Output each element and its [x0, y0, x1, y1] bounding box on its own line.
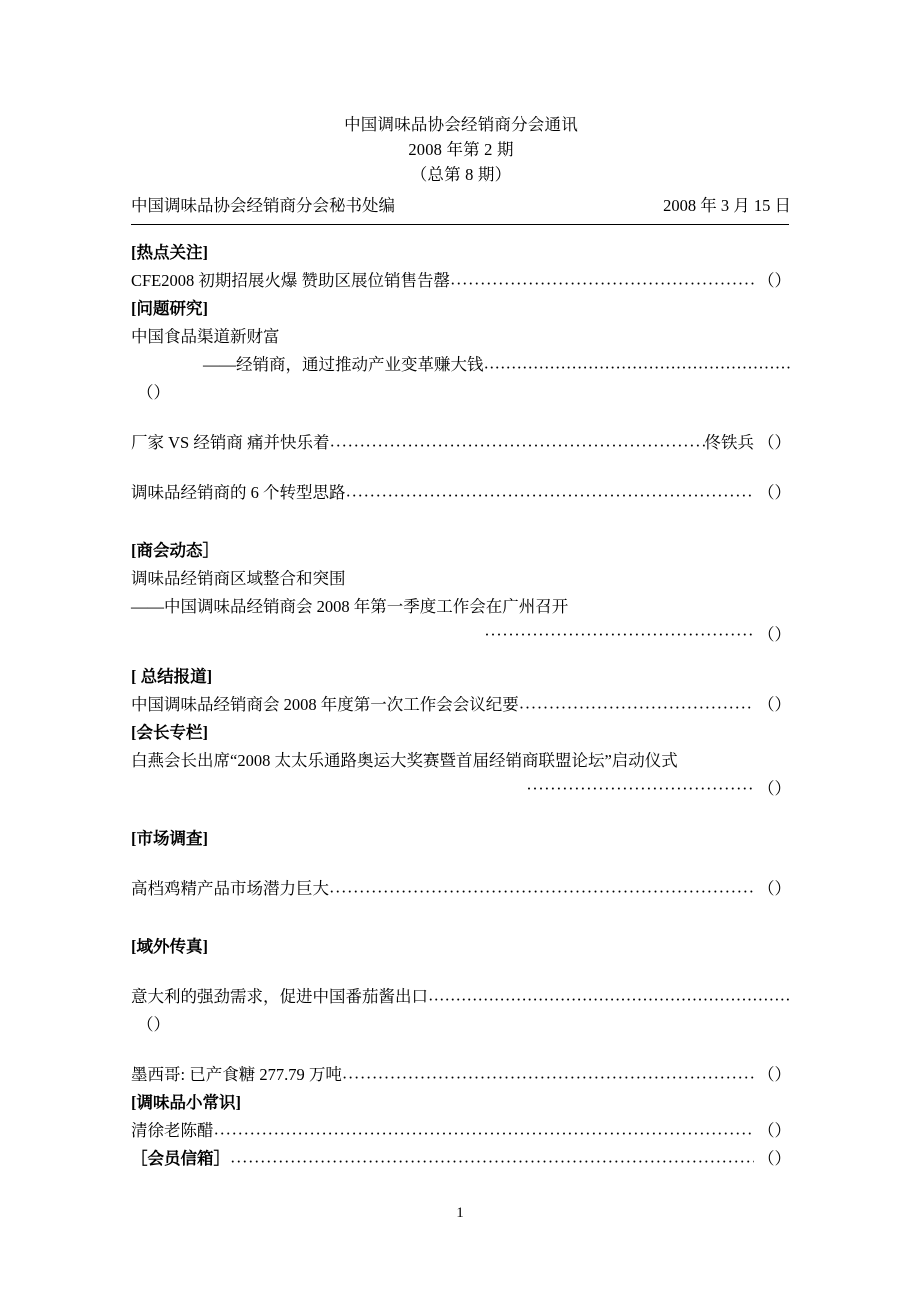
section-heading-chamber-news: [商会动态］ [131, 541, 219, 560]
toc-entry-page-marker: （） [758, 433, 791, 452]
toc-entry-author: 佟铁兵 [704, 433, 754, 452]
dot-leader [329, 432, 704, 449]
dot-leader [428, 986, 791, 1003]
masthead [131, 0, 791, 187]
publication-title: 中国调味品协会经销商分会通讯 [344, 115, 578, 134]
section-heading-overseas-fax: [域外传真] [131, 937, 208, 956]
spacer [131, 407, 791, 429]
toc-entry-page-marker: （） [758, 779, 791, 798]
spacer [131, 1039, 791, 1061]
table-of-contents [131, 239, 791, 1173]
dot-leader [230, 1148, 754, 1165]
toc-entry-title: 意大利的强劲需求，促进中国番茄酱出口 [131, 987, 428, 1006]
page-content [131, 0, 791, 1173]
dot-leader [346, 482, 755, 499]
dot-leader [214, 1120, 755, 1137]
issue-number: 2008 年第 2 期 [408, 140, 514, 159]
toc-entry-title: 高档鸡精产品市场潜力巨大 [131, 879, 329, 898]
toc-entry[interactable] [131, 351, 791, 379]
toc-entry-page-marker: （） [758, 879, 791, 898]
toc-entry-page-marker: （） [758, 1149, 791, 1168]
spacer [131, 803, 791, 825]
dot-leader [329, 878, 754, 895]
toc-entry-page-marker: （） [137, 1015, 170, 1034]
toc-entry[interactable] [131, 621, 791, 649]
dot-leader [450, 270, 754, 287]
section-heading-market-survey: [市场调查] [131, 829, 208, 848]
section-heading-condiment-tips: [调味品小常识] [131, 1093, 241, 1112]
section-heading-issue-research: [问题研究] [131, 299, 208, 318]
section-heading-hot-topics: [热点关注] [131, 243, 208, 262]
toc-entry-title: 调味品经销商的 6 个转型思路 [131, 483, 346, 502]
toc-entry-page-marker: （） [758, 1065, 791, 1084]
header-divider [131, 224, 789, 225]
spacer [131, 507, 791, 537]
publication-date: 2008 年 3 月 15 日 [663, 196, 791, 215]
toc-entry[interactable] [131, 479, 791, 507]
toc-entry[interactable] [131, 875, 791, 903]
toc-entry-page-marker: （） [758, 1121, 791, 1140]
toc-entry-title: 厂家 VS 经销商 痛并快乐着 [131, 433, 330, 452]
toc-entry[interactable] [131, 983, 791, 1011]
toc-entry[interactable] [131, 1117, 791, 1145]
toc-entry-page-marker: （） [758, 483, 791, 502]
section-heading-president-column: [会长专栏] [131, 723, 208, 742]
toc-entry-title: 中国调味品经销商会 2008 年度第一次工作会会议纪要 [131, 695, 519, 714]
toc-entry-title: 中国食品渠道新财富 [131, 327, 280, 346]
spacer [131, 457, 791, 479]
toc-entry-title: CFE2008 初期招展火爆 赞助区展位销售告罄 [131, 271, 451, 290]
spacer [131, 903, 791, 933]
serial-number: （总第 8 期） [410, 165, 512, 184]
toc-entry-title: 白燕会长出席“2008 太太乐通路奥运大奖赛暨首届经销商联盟论坛”启动仪式 [131, 751, 678, 770]
toc-entry-page-marker: （） [758, 625, 791, 644]
toc-entry-page-marker: （） [758, 271, 791, 290]
toc-entry-page-marker: （） [758, 695, 791, 714]
toc-entry-title: ——经销商，通过推动产业变革赚大钱 [203, 355, 484, 374]
toc-entry-page-marker: （） [137, 383, 170, 402]
toc-entry[interactable] [131, 691, 791, 719]
toc-entry[interactable] [131, 429, 791, 457]
page-number: 1 [456, 1205, 464, 1221]
toc-entry-title: 墨西哥: 已产食糖 277.79 万吨 [131, 1065, 342, 1084]
toc-entry[interactable] [131, 1061, 791, 1089]
toc-entry[interactable] [131, 267, 791, 295]
byline [131, 193, 791, 218]
toc-entry-title: 清徐老陈醋 [131, 1121, 214, 1140]
section-heading-member-mailbox: ［会员信箱］ [131, 1149, 230, 1168]
editor-line: 中国调味品协会经销商分会秘书处编 [131, 196, 395, 215]
dot-leader [342, 1064, 754, 1081]
dot-leader: ······································ [526, 779, 754, 798]
dot-leader [484, 354, 792, 371]
toc-entry[interactable] [131, 775, 791, 803]
dot-leader: ············································· [484, 625, 754, 644]
toc-entry[interactable] [131, 1145, 791, 1173]
toc-entry-title: 调味品经销商区域整合和突围 [131, 569, 346, 588]
spacer [131, 853, 791, 875]
dot-leader [519, 694, 754, 711]
spacer [131, 649, 791, 663]
section-heading-summary-report: [ 总结报道] [131, 667, 213, 686]
toc-entry-subtitle: ——中国调味品经销商会 2008 年第一季度工作会在广州召开 [131, 597, 569, 616]
spacer [131, 961, 791, 983]
